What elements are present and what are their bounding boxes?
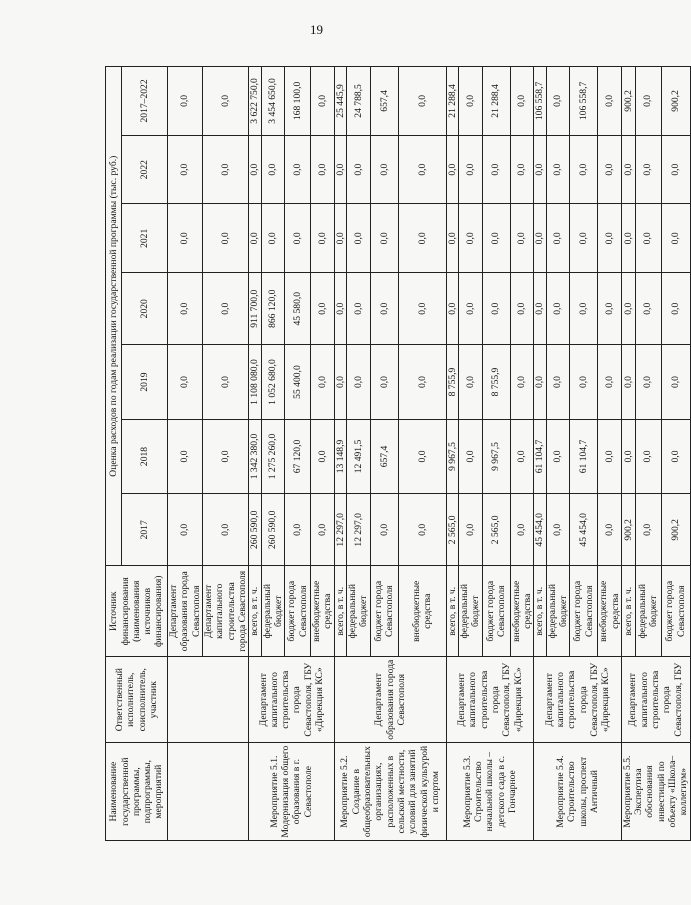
- value-cell: 0,0: [598, 345, 622, 419]
- value-cell: 106 558,7: [570, 67, 598, 136]
- measure-name: Мероприятие 5.5. Экспертиза обоснования инвестиций по объекту «Школа–коллегиум»: [621, 743, 690, 841]
- value-cell: 0,0: [370, 345, 398, 419]
- value-cell: 0,0: [202, 204, 248, 273]
- value-cell: 0,0: [398, 204, 446, 273]
- source-cell: бюджет города Севастополя: [482, 566, 510, 657]
- value-cell: 0,0: [202, 273, 248, 345]
- value-cell: 0,0: [635, 345, 661, 419]
- value-cell: 0,0: [311, 419, 335, 493]
- value-cell: 0,0: [546, 494, 570, 566]
- value-cell: 0,0: [370, 204, 398, 273]
- budget-table: [105, 66, 691, 841]
- value-cell: 0,0: [459, 67, 483, 136]
- value-cell: 0,0: [202, 494, 248, 566]
- value-cell: 0,0: [334, 204, 346, 273]
- value-cell: 0,0: [261, 204, 285, 273]
- value-cell: 0,0: [621, 204, 635, 273]
- value-cell: 0,0: [635, 494, 661, 566]
- value-cell: 0,0: [570, 273, 598, 345]
- value-cell: 0,0: [285, 494, 311, 566]
- value-cell: 900,2: [661, 494, 690, 566]
- source-cell: Департамент образования города Севастополя: [168, 566, 203, 657]
- value-cell: 0,0: [598, 135, 622, 204]
- source-cell: внебюджетные средства: [598, 566, 622, 657]
- value-cell: 0,0: [168, 494, 203, 566]
- value-cell: 0,0: [285, 204, 311, 273]
- header-year: 2017–2022: [122, 67, 168, 136]
- value-cell: 55 400,0: [285, 345, 311, 419]
- value-cell: 3 454 650,0: [261, 67, 285, 136]
- value-cell: 0,0: [249, 204, 261, 273]
- value-cell: 0,0: [621, 345, 635, 419]
- value-cell: 0,0: [334, 135, 346, 204]
- value-cell: 2 565,0: [446, 494, 458, 566]
- value-cell: 0,0: [510, 67, 534, 136]
- source-cell: всего, в т. ч.: [334, 566, 346, 657]
- header-year: 2021: [122, 204, 168, 273]
- value-cell: 1 342 380,0: [249, 419, 261, 493]
- value-cell: 0,0: [398, 419, 446, 493]
- source-cell: федеральный бюджет: [546, 566, 570, 657]
- value-cell: 657,4: [370, 419, 398, 493]
- value-cell: 0,0: [598, 273, 622, 345]
- value-cell: 0,0: [459, 494, 483, 566]
- value-cell: 0,0: [168, 419, 203, 493]
- value-cell: 0,0: [546, 419, 570, 493]
- source-cell: всего, в т. ч.: [249, 566, 261, 657]
- source-cell: внебюджетные средства: [510, 566, 534, 657]
- source-cell: внебюджетные средства: [398, 566, 446, 657]
- value-cell: 45 454,0: [570, 494, 598, 566]
- value-cell: 0,0: [168, 273, 203, 345]
- value-cell: 0,0: [202, 345, 248, 419]
- value-cell: 0,0: [598, 494, 622, 566]
- value-cell: 0,0: [635, 135, 661, 204]
- value-cell: 0,0: [661, 345, 690, 419]
- value-cell: 1 052 680,0: [261, 345, 285, 419]
- measure-executor: Департамент образования города Севастополя: [334, 657, 446, 743]
- value-cell: 0,0: [398, 273, 446, 345]
- value-cell: 0,0: [546, 345, 570, 419]
- value-cell: 0,0: [168, 135, 203, 204]
- value-cell: 8 755,9: [446, 345, 458, 419]
- measure-executor: Департамент капитального строительства города Севастополя, ГБУ: [621, 657, 690, 743]
- value-cell: 0,0: [370, 273, 398, 345]
- value-cell: 0,0: [202, 67, 248, 136]
- header-year: 2022: [122, 135, 168, 204]
- header-year: 2019: [122, 345, 168, 419]
- value-cell: 0,0: [446, 204, 458, 273]
- rotated-table-container: [105, 66, 690, 841]
- value-cell: 900,2: [661, 67, 690, 136]
- value-cell: 45 454,0: [534, 494, 546, 566]
- value-cell: 0,0: [168, 345, 203, 419]
- value-cell: 0,0: [249, 135, 261, 204]
- value-cell: 0,0: [459, 419, 483, 493]
- value-cell: 61 104,7: [570, 419, 598, 493]
- value-cell: 25 445,9: [334, 67, 346, 136]
- header-estimate-group: Оценка расходов по годам реализации государственной программы (тыс. руб.): [106, 67, 122, 566]
- source-cell: бюджет города Севастополя: [570, 566, 598, 657]
- table-row: [534, 67, 546, 841]
- value-cell: 0,0: [459, 345, 483, 419]
- value-cell: 0,0: [446, 273, 458, 345]
- continuation-executor-cell: [168, 657, 249, 743]
- value-cell: 24 788,5: [347, 67, 371, 136]
- value-cell: 0,0: [334, 273, 346, 345]
- measure-name: Мероприятие 5.2. Создание в общеобразовательных организациях, расположенных в сельской местности, условий для занятий физической культурой и спортом: [334, 743, 446, 841]
- value-cell: 0,0: [311, 494, 335, 566]
- value-cell: 12 297,0: [334, 494, 346, 566]
- value-cell: 866 120,0: [261, 273, 285, 345]
- value-cell: 1 108 080,0: [249, 345, 261, 419]
- table-row: [249, 67, 261, 841]
- value-cell: 0,0: [534, 204, 546, 273]
- value-cell: 0,0: [370, 494, 398, 566]
- value-cell: 13 148,9: [334, 419, 346, 493]
- table-row: [446, 67, 458, 841]
- value-cell: 0,0: [311, 67, 335, 136]
- value-cell: 45 580,0: [285, 273, 311, 345]
- source-cell: всего, в т. ч.: [621, 566, 635, 657]
- value-cell: 0,0: [570, 345, 598, 419]
- value-cell: 3 622 750,0: [249, 67, 261, 136]
- value-cell: 0,0: [311, 135, 335, 204]
- measure-name: Мероприятие 5.4. Строительство школы, проспект Античный: [534, 743, 622, 841]
- source-cell: внебюджетные средства: [311, 566, 335, 657]
- value-cell: 0,0: [621, 419, 635, 493]
- value-cell: 0,0: [510, 494, 534, 566]
- value-cell: 0,0: [546, 273, 570, 345]
- value-cell: 0,0: [661, 419, 690, 493]
- source-cell: бюджет города Севастополя: [661, 566, 690, 657]
- value-cell: 0,0: [168, 67, 203, 136]
- value-cell: 0,0: [261, 135, 285, 204]
- value-cell: 0,0: [459, 204, 483, 273]
- source-cell: бюджет города Севастополя: [285, 566, 311, 657]
- value-cell: 0,0: [598, 419, 622, 493]
- source-cell: бюджет города Севастополя: [370, 566, 398, 657]
- source-cell: федеральный бюджет: [347, 566, 371, 657]
- value-cell: 0,0: [661, 204, 690, 273]
- value-cell: 0,0: [398, 135, 446, 204]
- value-cell: 0,0: [370, 135, 398, 204]
- value-cell: 0,0: [510, 345, 534, 419]
- value-cell: 900,2: [621, 494, 635, 566]
- table-row: [168, 67, 203, 841]
- value-cell: 21 288,4: [482, 67, 510, 136]
- value-cell: 0,0: [534, 345, 546, 419]
- value-cell: 0,0: [534, 135, 546, 204]
- value-cell: 0,0: [510, 273, 534, 345]
- value-cell: 9 967,5: [482, 419, 510, 493]
- value-cell: 0,0: [661, 135, 690, 204]
- value-cell: 0,0: [482, 204, 510, 273]
- value-cell: 0,0: [168, 204, 203, 273]
- value-cell: 0,0: [311, 204, 335, 273]
- header-year: 2017: [122, 494, 168, 566]
- value-cell: 0,0: [661, 273, 690, 345]
- value-cell: 0,0: [311, 345, 335, 419]
- value-cell: 0,0: [621, 135, 635, 204]
- value-cell: 0,0: [311, 273, 335, 345]
- source-cell: федеральный бюджет: [635, 566, 661, 657]
- measure-name: Мероприятие 5.3. Строительство начальной школы – детского сада в с. Гончарное: [446, 743, 534, 841]
- value-cell: 0,0: [347, 204, 371, 273]
- value-cell: 0,0: [347, 273, 371, 345]
- value-cell: 61 104,7: [534, 419, 546, 493]
- header-source: Источник финансирования (наименования источников финансирования): [106, 566, 168, 657]
- value-cell: 0,0: [202, 135, 248, 204]
- value-cell: 0,0: [635, 204, 661, 273]
- value-cell: 0,0: [398, 345, 446, 419]
- value-cell: 0,0: [482, 273, 510, 345]
- value-cell: 0,0: [347, 135, 371, 204]
- value-cell: 0,0: [570, 204, 598, 273]
- value-cell: 67 120,0: [285, 419, 311, 493]
- value-cell: 168 100,0: [285, 67, 311, 136]
- table-row: [334, 67, 346, 841]
- value-cell: 0,0: [334, 345, 346, 419]
- value-cell: 0,0: [546, 204, 570, 273]
- value-cell: 0,0: [598, 204, 622, 273]
- value-cell: 0,0: [347, 345, 371, 419]
- value-cell: 0,0: [598, 67, 622, 136]
- value-cell: 12 491,5: [347, 419, 371, 493]
- value-cell: 1 275 260,0: [261, 419, 285, 493]
- measure-executor: Департамент капитального строительства города Севастополя, ГБУ «Дирекция КС»: [249, 657, 335, 743]
- header-executor: Ответственный исполнитель, соисполнитель, участник: [106, 657, 168, 743]
- continuation-name-cell: [168, 743, 249, 841]
- header-year: 2020: [122, 273, 168, 345]
- value-cell: 0,0: [621, 273, 635, 345]
- value-cell: 0,0: [546, 67, 570, 136]
- source-cell: Департамент капитального строительства города Севастополя: [202, 566, 248, 657]
- value-cell: 0,0: [398, 67, 446, 136]
- source-cell: всего, в т. ч.: [446, 566, 458, 657]
- value-cell: 9 967,5: [446, 419, 458, 493]
- page-number: 19: [310, 22, 323, 37]
- value-cell: 911 700,0: [249, 273, 261, 345]
- value-cell: 106 558,7: [534, 67, 546, 136]
- value-cell: 0,0: [635, 273, 661, 345]
- value-cell: 21 288,4: [446, 67, 458, 136]
- value-cell: 0,0: [635, 419, 661, 493]
- value-cell: 12 297,0: [347, 494, 371, 566]
- value-cell: 0,0: [510, 419, 534, 493]
- table-row: [621, 67, 635, 841]
- value-cell: 0,0: [570, 135, 598, 204]
- value-cell: 0,0: [510, 204, 534, 273]
- source-cell: всего, в т. ч.: [534, 566, 546, 657]
- value-cell: 657,4: [370, 67, 398, 136]
- value-cell: 0,0: [398, 494, 446, 566]
- measure-executor: Департамент капитального строительства города Севастополя, ГБУ «Дирекция КС»: [446, 657, 534, 743]
- value-cell: 0,0: [202, 419, 248, 493]
- value-cell: 260 590,0: [261, 494, 285, 566]
- value-cell: 0,0: [459, 273, 483, 345]
- measure-name: Мероприятие 5.1. Модернизация общего образования в г. Севастополе: [249, 743, 335, 841]
- source-cell: федеральный бюджет: [261, 566, 285, 657]
- value-cell: 0,0: [546, 135, 570, 204]
- value-cell: 0,0: [446, 135, 458, 204]
- header-year: 2018: [122, 419, 168, 493]
- value-cell: 0,0: [482, 135, 510, 204]
- value-cell: 260 590,0: [249, 494, 261, 566]
- header-name: Наименование государственной программы, подпрограммы, мероприятий: [106, 743, 168, 841]
- value-cell: 0,0: [534, 273, 546, 345]
- source-cell: федеральный бюджет: [459, 566, 483, 657]
- measure-executor: Департамент капитального строительства города Севастополя, ГБУ «Дирекция КС»: [534, 657, 622, 743]
- value-cell: 0,0: [635, 67, 661, 136]
- value-cell: 0,0: [510, 135, 534, 204]
- value-cell: 8 755,9: [482, 345, 510, 419]
- value-cell: 900,2: [621, 67, 635, 136]
- value-cell: 2 565,0: [482, 494, 510, 566]
- value-cell: 0,0: [459, 135, 483, 204]
- value-cell: 0,0: [285, 135, 311, 204]
